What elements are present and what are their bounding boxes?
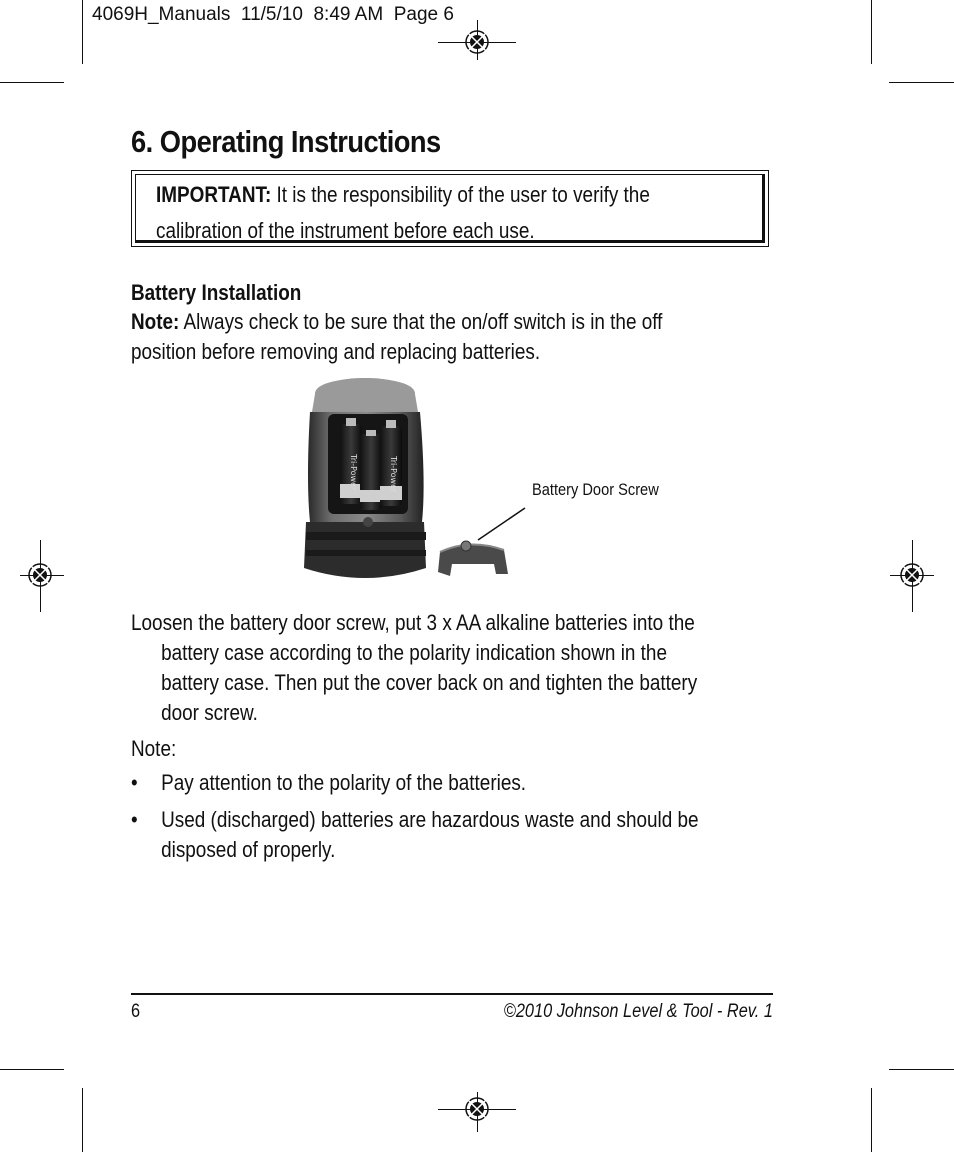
battery-note-line-2: position before removing and replacing batteries. — [131, 339, 541, 364]
battery-brand-label: Tri-Power — [389, 456, 398, 493]
copyright-notice: ©2010 Johnson Level & Tool - Rev. 1 — [503, 1001, 773, 1022]
page-number: 6 — [131, 1001, 141, 1022]
important-label: IMPORTANT: — [156, 182, 272, 207]
important-line-1: It is the responsibility of the user to verify the — [271, 182, 650, 207]
bullet-icon: • — [131, 770, 138, 795]
battery-note-label: Note: — [131, 309, 180, 334]
registration-crosshair-icon — [898, 561, 926, 589]
bullet-icon: • — [131, 807, 138, 832]
list-item-text: Pay attention to the polarity of the batteries. — [161, 770, 527, 795]
footer-divider — [131, 993, 773, 995]
crop-mark — [871, 0, 872, 64]
crop-mark — [82, 0, 83, 64]
crop-mark — [889, 82, 954, 83]
paragraph-line: battery case. Then put the cover back on and tighten the battery — [161, 670, 698, 695]
battery-instructions-paragraph — [131, 608, 750, 728]
list-item-text: disposed of properly. — [161, 837, 336, 862]
battery-note-text: Always check to be sure that the on/off switch is in the off — [179, 309, 663, 334]
paragraph-line: door screw. — [161, 700, 258, 725]
paragraph-line: Loosen the battery door screw, put 3 x AA alkaline batteries into the — [131, 610, 695, 635]
important-notice-box — [131, 170, 769, 247]
crop-mark — [82, 1088, 83, 1152]
page-title: 6. Operating Instructions — [131, 124, 441, 159]
crop-mark — [0, 82, 64, 83]
crop-mark — [0, 1069, 64, 1070]
print-slug: 4069H_Manuals 11/5/10 8:49 AM Page 6 — [92, 4, 454, 25]
registration-crosshair-icon — [463, 1095, 491, 1123]
list-item — [131, 768, 750, 798]
registration-crosshair-icon — [463, 28, 491, 56]
list-item — [131, 805, 750, 865]
registration-crosshair-icon — [26, 561, 54, 589]
battery-brand-label: Tri-Power — [349, 454, 358, 491]
battery-door-screw-label: Battery Door Screw — [532, 480, 659, 499]
paragraph-line: battery case according to the polarity indication shown in the — [161, 640, 667, 665]
list-item-text: Used (discharged) batteries are hazardous waste and should be — [161, 807, 699, 832]
important-notice-text — [156, 177, 672, 249]
note-label: Note: — [131, 736, 177, 761]
important-line-2: calibration of the instrument before each use. — [156, 218, 535, 243]
crop-mark — [871, 1088, 872, 1152]
battery-note-line-1 — [131, 309, 662, 335]
crop-mark — [889, 1069, 954, 1070]
battery-installation-heading: Battery Installation — [131, 280, 302, 305]
